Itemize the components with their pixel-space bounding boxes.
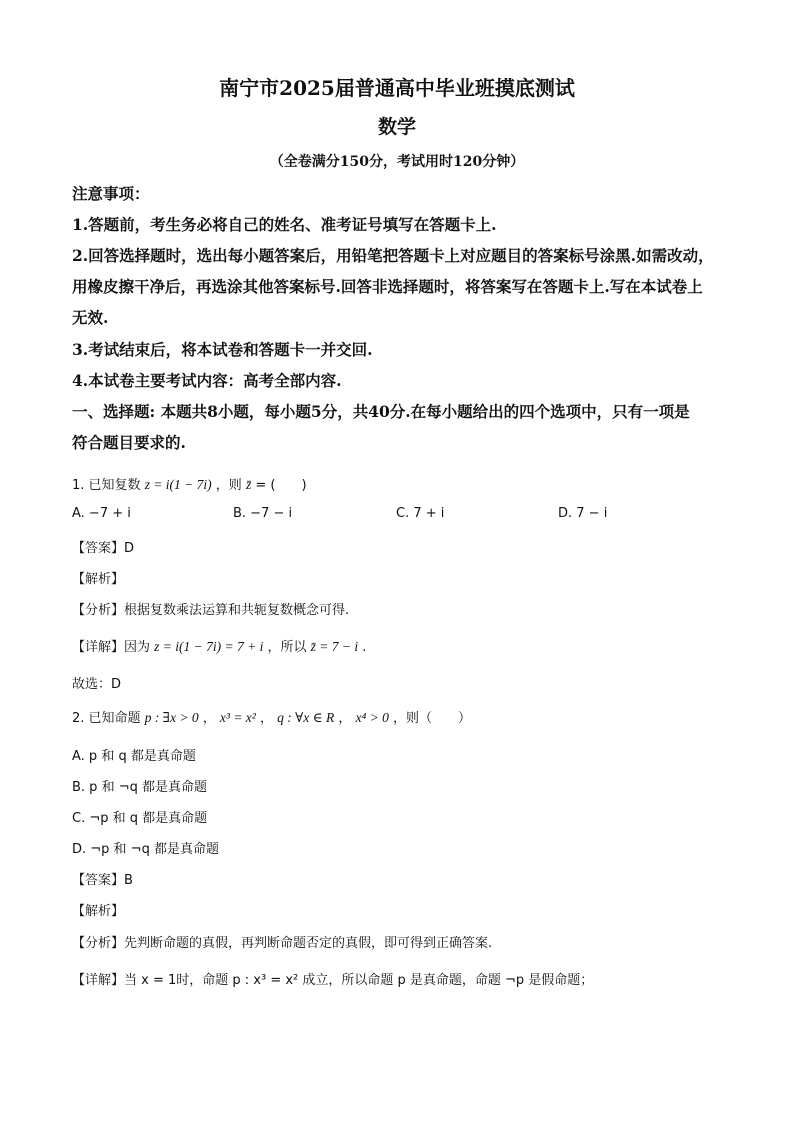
- note-2-line2: 用橡皮擦干净后，再选涂其他答案标号.回答非选择题时，将答案写在答题卡上.写在本试卷上: [72, 277, 703, 296]
- q1-xiangjie-end: .: [362, 640, 367, 655]
- q2-stem-sep1: ，: [202, 711, 216, 726]
- q2-option-a: A. p 和 q 都是真命题: [72, 749, 196, 764]
- q1-stem-prefix: 1. 已知复数: [72, 478, 141, 493]
- q2-stem-end: ，则（ ）: [393, 711, 472, 726]
- note-2-line1: 2.回答选择题时，选出每小题答案后，用铅笔把答题卡上对应题目的答案标号涂黑.如需改动，: [72, 246, 714, 265]
- score-note: （全卷满分150分，考试用时120分钟）: [269, 154, 525, 170]
- question-2-stem: [72, 707, 471, 726]
- q1-fenxi: 【分析】根据复数乘法运算和共轭复数概念可得.: [72, 603, 350, 618]
- q2-xiangjie: 【详解】当 x = 1时，命题 p : x³ = x² 成立，所以命题 p 是真命题，命题 ¬p 是假命题；: [72, 973, 594, 988]
- q2-stem-sep3: ，: [338, 711, 352, 726]
- q1-stem-suffix: ，则: [215, 478, 242, 493]
- q1-xiangjie-expr2: z̄ = 7 − i: [310, 639, 359, 654]
- notes-heading: 注意事项：: [72, 184, 150, 203]
- q2-stem-sep2: ，: [260, 711, 274, 726]
- q1-option-d: D. 7 − i: [558, 506, 608, 521]
- q2-jiexi: 【解析】: [72, 904, 125, 919]
- q1-option-c: C. 7 + i: [396, 506, 445, 521]
- q1-stem-conjugate: z̄: [245, 477, 252, 492]
- q2-stem-eq1: x³ = x²: [219, 710, 256, 725]
- q2-stem-eq2: x⁴ > 0: [355, 710, 389, 725]
- q1-answer: 【答案】D: [72, 541, 135, 556]
- q1-xiangjie-expr1: z = i(1 − 7i) = 7 + i: [154, 639, 264, 654]
- q1-xiangjie-prefix: 【详解】因为: [72, 640, 151, 655]
- q2-option-d: D. ¬p 和 ¬q 都是真命题: [72, 842, 219, 857]
- note-1: 1.答题前，考生务必将自己的姓名、准考证号填写在答题卡上.: [72, 215, 497, 234]
- q1-jiexi: 【解析】: [72, 572, 125, 587]
- question-1-stem: [72, 474, 307, 493]
- q1-stem-expression: z = i(1 − 7i): [144, 477, 212, 492]
- q1-guxuan: 故选：D: [72, 677, 122, 692]
- q2-stem-p: p : ∃x > 0: [144, 710, 199, 725]
- q1-xiangjie-mid: ，所以: [267, 640, 307, 655]
- q2-stem-prefix: 2. 已知命题: [72, 711, 141, 726]
- q2-answer: 【答案】B: [72, 873, 133, 888]
- note-2-line3: 无效.: [72, 308, 109, 327]
- q2-option-b: B. p 和 ¬q 都是真命题: [72, 780, 207, 795]
- subject-title: 数学: [377, 116, 416, 138]
- q2-stem-q: q : ∀x ∈ R: [277, 710, 335, 725]
- q1-option-a: A. −7 + i: [72, 506, 131, 521]
- q1-option-b: B. −7 − i: [233, 506, 293, 521]
- note-4: 4.本试卷主要考试内容：高考全部内容.: [72, 371, 342, 390]
- note-3: 3.考试结束后，将本试卷和答题卡一并交回.: [72, 340, 373, 359]
- section-heading-line2: 符合题目要求的.: [72, 433, 186, 452]
- q2-fenxi: 【分析】先判断命题的真假，再判断命题否定的真假，即可得到正确答案.: [72, 936, 493, 951]
- q2-option-c: C. ¬p 和 q 都是真命题: [72, 811, 208, 826]
- q1-stem-end: = ( ): [255, 478, 307, 493]
- q1-xiangjie: [72, 636, 366, 655]
- exam-title: 南宁市2025届普通高中毕业班摸底测试: [219, 76, 575, 100]
- section-heading-line1: 一、选择题: 本题共8小题，每小题5分，共40分.在每小题给出的四个选项中，只有一项是: [72, 402, 690, 421]
